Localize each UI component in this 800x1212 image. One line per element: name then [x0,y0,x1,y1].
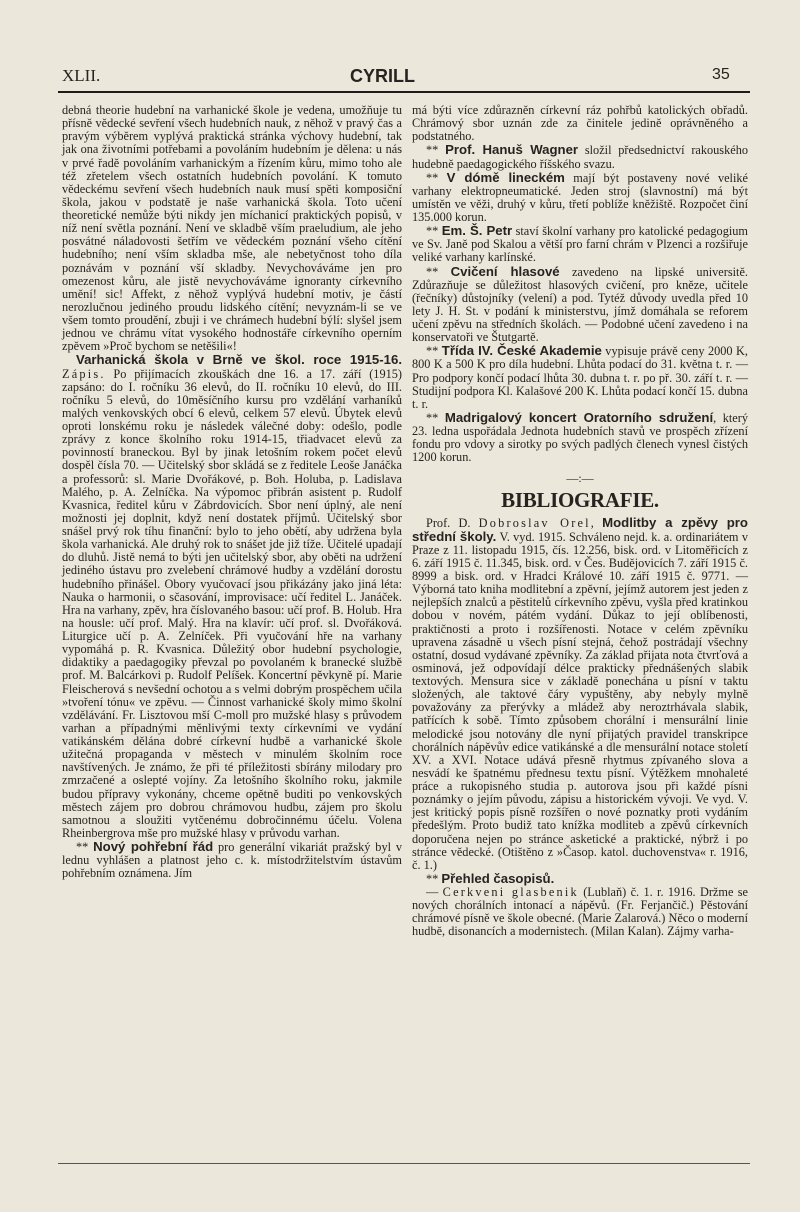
text-run: složil předsednictví rakouského hudebně paedagogického říšského svazu. [412,143,748,171]
bold-heading: Třída IV. České Akademie [441,343,602,359]
periodicals-heading [412,872,748,886]
header-rule [58,91,750,93]
paragraph [412,411,748,465]
paragraph [62,840,402,880]
text-run: má býti více zdůrazněn církevní ráz pohřbů katolických obřadů. Chrámový sbor uznán zde za činitele jedině oprávněného a podstatného. [412,103,748,144]
text-run: ** [426,410,445,425]
text-run: debná theorie hudební na varhanické škole je vedena, umožňuje tu přísně vědecké sevření všech hudebních nauk, z něhož v pravý čas a pravým výběrem vyplývá praktická stránka výchovy hudební, tak jak ona životními potřebami a povoláním hudebním je dělena: u nás v prvé řadě povoláním varhanickým a řízením kůru, mimo toho ale též zřetelem všech ostatních hudebních povolání. K tomuto vědeckému sevření všech hudebních nauk musí spěti komposiční škola, jakou v podstatě je naše varhanická škola. Toto učení theoretické nemůže býti nikdy jen míchanicí praktických popisů, v níž není světla poznání. Není ve skladbě vším praeludium, ale jeho posvátné náladovosti šetřím ve vědeckém poznání všeho cítění hudebního; není vším skladba mše, ale nebetyčnost toho díla poznávám v poznání vší skladby. Nevychováváme jen pro omezenost kůru, ale jistě nevychováváme ignoranty církevního umění! sic! Affekt, z něhož vyplývá hudební motiv, je částí nerozlučnou jediného proudu lidského cítění; nevyznám-li se ve všem tomto proudění, zbuji i ve chrámech hudební býlí: slyšel jsem jednou ve chrámu vítat vysokého hodnostáře církevního operním zpěvem »Proč bychom se netěšili«! [62,103,402,354]
text-run: ** [426,143,446,158]
paragraph [62,104,402,353]
text-run: zavedeno na lipské universitě. Zdůrazňuje se důležitost hlasových cvičení, pro kněze, učitele (řečníky) důstojníky (velení) a pod. Tytéž důvody uvedla před 10 lety J. H. St. v podání k ministerstvu, jímž domáhala se reforem učení zpěvu na středních školách. — Podobné učení zavedeno i na konservatoři ve Štutgartě. [412,264,748,345]
bold-heading: V dómě lineckém [446,169,565,185]
bold-heading: Nový pohřební řád [93,839,214,854]
left-column [62,104,402,880]
text-run: , který 23. ledna uspořádala Jednota hudebních stavů ve prospěch zřízení fondu pro vdovy a sirotky po svých padlých členech vynesl čistých 1200 korun. [412,410,748,465]
page-number: 35 [712,66,730,83]
spaced-text: Zápis. [62,366,106,381]
periodicals-entry [412,886,748,939]
bold-heading: Cvičení hlasové [450,263,560,279]
section-separator: —:— [566,471,594,486]
paragraph [62,353,402,840]
text-run: ** [426,344,442,359]
paragraph [412,224,748,264]
periodicals-heading-prefix: ** [426,871,442,886]
text-run: ** [426,170,447,185]
bold-heading: Prof. Hanuš Wagner [445,142,579,158]
text-run: ** [426,264,451,279]
text-run: mají být postaveny nové veliké varhany elektropneumatické. Jeden stroj (slavnostní) má být umístěn ve věži, druhý v kůru, třetí poblíže kněžiště. Rozpočet činí 135.000 korun. [412,170,748,224]
bibliography-heading: BIBLIOGRAFIE. [501,487,659,512]
periodicals-heading-text: Přehled časopisů. [441,870,555,886]
text-run: — [426,885,443,899]
spaced-text: Cerkveni glasbenik [442,885,579,899]
text-run: , [590,515,603,530]
right-column [412,104,748,939]
text-run: staví školní varhany pro katolické pedagogium ve Sv. Janě pod Skalou a větší pro farní chrám v Plzenci a rozšiřuje veliké varhany karlínské. [412,224,748,265]
paragraph [412,171,748,225]
bold-heading: Varhanická škola v Brně ve škol. roce 1915-16. [76,352,402,368]
text-run: ** [76,840,94,854]
volume-number: XLII. [62,66,101,85]
paragraph [412,344,748,411]
text-run: vypisuje právě ceny 2000 K, 800 K a 500 K pro díla hudební. Lhůta podací do 31. května t. r. — Pro podpory končí podací lhůta 30. dubna t. r. po př. 30. září t. r. — Studijní podpora Kl. Kalašové 200 K. Lhůta podací končí 15. dubna t. r. [412,344,748,411]
text-run: pro generální vikariát pražský byl v lednu vyhlášen a platnost jeho c. k. místodržitelstvím ústavům pohřebním oznámena. Jím [62,840,402,881]
paragraph [412,265,748,345]
paragraph [412,143,748,170]
bibliography-entry [412,516,748,872]
text-run: Po přijímacích zkouškách dne 16. a 17. září (1915) zapsáno: do I. ročníku 36 elevů, do II. ročníku 10 elevů, do III. ročníku 5 elevů, do 10měsíčního kursu pro vzdělání varhaníků malých venkovských obcí 6 elevů, celkem 57 elevů. Úbytek elevů oproti lonskému roku je následek válečné doby: odešlo, podle zprávy z konce školního roku 1914-15, třiadvacet elevů za povinností braneckou. Byl by jinak letošním rokem počet elevů dospěl čísla 70. — Učitelský sbor skládá se z ředitele Leoše Janáčka a professorů: sl. Marie Dvořákové, p. Boh. Holuba, p. Ladislava Malého, p. A. Zelníčka. Na výpomoc přibrán asistent p. Rudolf Kvasnica, ředitel kůru v Zábrdovicích. Sbor není úplný, ale není možnosti jej doplnit, když není dostatek příjmů. Učitelský sbor snášel prvý rok tíhu finanční: bylo to jeho obětí, aby udržena byla škola varhanická. Ale druhý rok to snášet jde již tíže. Učitelé upadají do dluhů. Jistě nemá to býti jen učitelský sbor, aby oběti na udržení jediného ústavu pro zvelebení chrámové hudby a vzdělání dorostu hudebního přinášel. Obory vyučovací jsou přikázány jako jiná léta: Nauka o harmonii, o sčasování, improvisace: učí ředitel L. Janáček. Hra na varhany, zpěv, hra číslovaného basou: učí prof. B. Holub. Hra na housle: učí prof. Malý. Hra na klavír: učí prof. sl. Dvořáková. Liturgice učí p. A. Zelníček. Při vyučování hře na varhany vypomáhá p. R. Kvasnica. Důležitý obor hudební psychologie, didaktiky a paedagogiky převzal po povolaném k branecké službě prof. M. Balcárkovi p. Rudolf Pelíšek. Koncertní pěvkyně pí. Marie Fleischerová s nevšední ochotou a s velmi dobrým prospěchem učila »tvoření tónu« ve zpěvu. — Činnost varhanické školy mimo školní vzdělávání. Fr. Lisztovou mší C-moll pro mužské hlasy s průvodem varhan a případnými měnlivými texty církevními ve vydání vatikánském dělána dobré církevní hudbě a varhanické škole užitečná propaganda v městech v minulém školním roce navštívených. Je známo, že při té příležitosti sbírány milodary pro zmrzačené a oslepté vojíny. Za letošního školního roku, jakmile budou přípravy vykonány, chceme opětně buditi po venkovských městech zájem pro dobrou chrámovou hudbu, zájem pro školu samotnou a sloužiti vytčenému dobročinnému účelu. Volena Rheinbergrova mše pro mužské hlasy v průvodu varhan. [62,366,402,840]
text-run: Prof. D. [426,515,479,530]
text-run: V. vyd. 1915. Schváleno nejd. k. a. ordinariátem v Praze z 11. listopadu 1915, čís. 12.256, bisk. ord. v Litoměřicích z 6. září 1915 č. 11.345, bisk. ord. v Čes. Budějovicích 7. září 1915 č. 8999 a bisk. ord. v Hradci Králové 10. září 1915 č. 9771. — Výborná tato kniha modlitební a zpěvní, jejímž autorem jest jeden z nejlepších znalců a pěstitelů církevního zpěvu, vyšla před kratinkou dobou v novém, pátém vydání. Důkaz to její oblíbenosti, praktičnosti a proto i rozšířenosti. Notace v celém zpěvníku upravena zásadně u všech písní stejná, čehož postrádají všechny ostatní, dosud vydávané zpěvníky. Za základ přijata nota čtvrťová a osminová, jež odpovídají délce prakticky přednášených slabik textových. Mensura sice v základě ponechána u písní v taktu složených, ale taktové čáry vypuštěny, aby nebyly mylně považovány za přerývky a mládež aby neroztrhávala slabik, patřících k sobě. Tímto způsobem chorální i mensurální linie melodické jsou notovány dle nyní přijatých pravidel transkripce chorálních nápěvův edice vatikánské a dle mensurální notace století XV. a XVI. Notace udává přesně rhytmus zpívaného slova a nesvádí ke špatnému přednesu textu písní. Výtěžkem mnohaleté práce a rukopisného studia p. autorova jsou při každé písni poznámky o jejím původu, zápisu a historickém vývoji. Ve vyd. V. jest kritický popis písně rozšířen o nové poznatky proti vydáním předešlým. Proto budiž tato knížka modliteb a zpěvů církevních doporučena nejen po stránce asketické a praktické, nýbrž i po stránce vědecké. (Otištěno z »Časop. katol. duchovenstva« r. 1916, č. 1.) [412,529,748,872]
bold-heading: Madrigalový koncert Oratorního sdružení [444,409,714,425]
paragraph [412,104,748,143]
page-bottom-edge [58,1163,750,1164]
bold-heading: Modlitby a zpěvy pro střední školy. [412,514,748,544]
news-items [412,104,748,464]
spaced-text: Dobroslav Orel [478,515,591,530]
text-run: (Lublaň) č. 1. r. 1916. Držme se nových chorálních intonací a nápěvů. (Fr. Ferjančič.) Pěstování chrámové písně ve škole obecné. (Marie Zalarová.) Něco o moderní hudbě, disonancích a modernistech. (Milan Kalan). Zájmy varha- [412,885,749,939]
bold-heading: Em. Š. Petr [441,223,513,239]
journal-title: CYRILL [350,66,415,86]
text-run: ** [426,224,442,239]
